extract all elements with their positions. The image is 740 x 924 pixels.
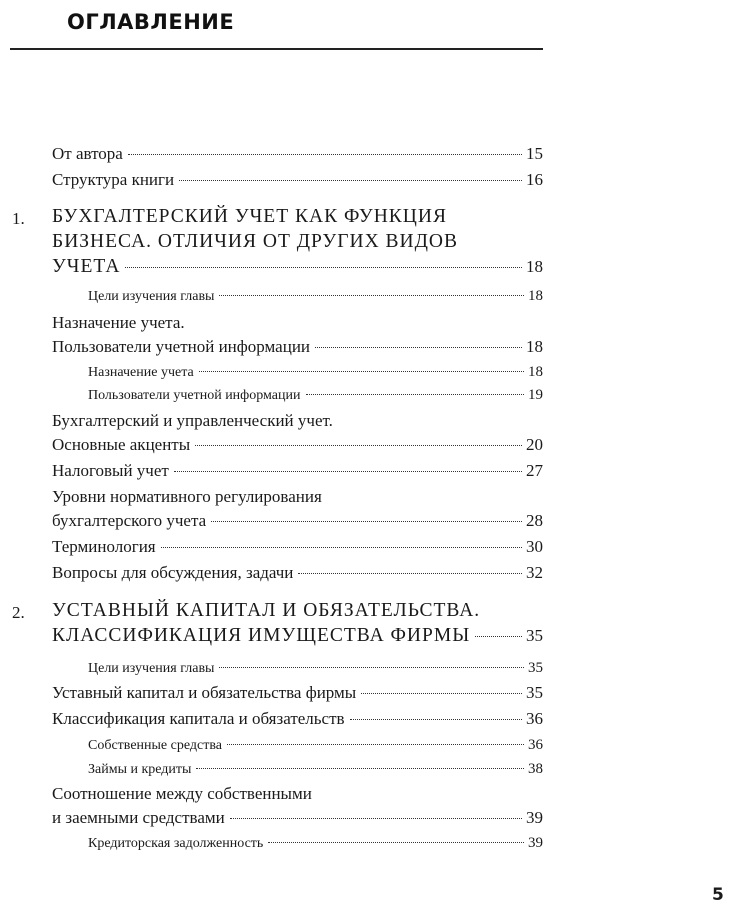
toc-page-number: 32	[526, 563, 543, 582]
toc-entry-title-first-line: Бухгалтерский и управленческий учет.	[52, 411, 333, 430]
toc-entry[interactable]	[52, 806, 543, 830]
toc-entry-title: Основные акценты	[52, 435, 191, 454]
dot-leader	[219, 295, 524, 296]
toc-entry-title: и заемными средствами	[52, 808, 225, 827]
toc-entry-title: Цели изучения главы	[88, 661, 215, 676]
toc-entry-title: Структура книги	[52, 170, 175, 189]
toc-entry-title: Пользователи учетной информации	[88, 388, 301, 403]
toc-entry-title: Назначение учета	[88, 365, 194, 380]
dot-leader	[196, 768, 524, 769]
dot-leader	[195, 445, 522, 446]
chapter-title-last-line: УЧЕТА	[52, 256, 121, 277]
toc-page-number: 18	[526, 337, 543, 356]
toc-page-number: 35	[526, 683, 543, 702]
toc-page-number: 18	[528, 364, 543, 380]
toc-entry-title: Вопросы для обсуждения, задачи	[52, 563, 294, 582]
toc-page-number: 27	[526, 461, 543, 480]
toc-entry[interactable]	[52, 459, 543, 483]
toc-page-number: 18	[526, 257, 543, 276]
toc-page-number: 36	[526, 709, 543, 728]
toc-page-number: 20	[526, 435, 543, 454]
chapter-title-line: УСТАВНЫЙ КАПИТАЛ И ОБЯЗАТЕЛЬСТВА.	[52, 600, 481, 621]
dot-leader	[315, 347, 522, 348]
toc-entry-title: Займы и кредиты	[88, 762, 192, 777]
toc-page-number: 35	[526, 626, 543, 645]
toc-page-number: 39	[526, 808, 543, 827]
dot-leader	[306, 394, 525, 395]
toc-entry-title: Цели изучения главы	[88, 289, 215, 304]
toc-entry[interactable]	[52, 681, 543, 705]
dot-leader	[361, 693, 522, 694]
toc-page-number: 28	[526, 511, 543, 530]
toc-entry-title: Налоговый учет	[52, 461, 169, 480]
dot-leader	[211, 521, 522, 522]
dot-leader	[125, 267, 522, 268]
toc-entry-title: бухгалтерского учета	[52, 511, 207, 530]
chapter-title-line: БУХГАЛТЕРСКИЙ УЧЕТ КАК ФУНКЦИЯ	[52, 206, 447, 227]
toc-entry[interactable]	[52, 433, 543, 457]
toc-entry-title: Классификация капитала и обязательств	[52, 709, 345, 728]
toc-entry-title: Собственные средства	[88, 738, 222, 753]
dot-leader	[179, 180, 522, 181]
toc-entry-title-first-line: Соотношение между собственными	[52, 784, 312, 803]
toc-page-number: 16	[526, 170, 543, 189]
toc-subentry[interactable]	[88, 831, 543, 856]
toc-entry[interactable]	[52, 335, 543, 359]
toc-subentry[interactable]	[88, 284, 543, 309]
toc-entry[interactable]	[52, 509, 543, 533]
toc-entry[interactable]	[52, 707, 543, 731]
toc-subentry[interactable]	[88, 757, 543, 782]
dot-leader	[475, 636, 522, 637]
chapter-title-last-line: КЛАССИФИКАЦИЯ ИМУЩЕСТВА ФИРМЫ	[52, 625, 471, 646]
toc-subentry[interactable]	[88, 383, 543, 408]
toc-entry-title-first-line: Уровни нормативного регулирования	[52, 487, 322, 506]
toc-entry-title: Кредиторская задолженность	[88, 836, 264, 851]
dot-leader	[128, 154, 522, 155]
toc-entry-title: Уставный капитал и обязательства фирмы	[52, 683, 357, 702]
toc-entry-title: Терминология	[52, 537, 156, 556]
toc-entry-title-first-line: Назначение учета.	[52, 313, 185, 332]
page-title: ОГЛАВЛЕНИЕ	[67, 10, 235, 34]
chapter-number: 2.	[12, 603, 25, 622]
toc-page-number: 15	[526, 144, 543, 163]
dot-leader	[174, 471, 522, 472]
toc-page-number: 30	[526, 537, 543, 556]
toc-page-number: 38	[528, 761, 543, 777]
chapter-number: 1.	[12, 209, 25, 228]
toc-subentry[interactable]	[88, 360, 543, 385]
toc-entry[interactable]	[52, 535, 543, 559]
toc-page-number: 35	[528, 660, 543, 676]
dot-leader	[227, 744, 524, 745]
toc-chapter-2[interactable]	[52, 624, 543, 648]
toc-page-number: 18	[528, 288, 543, 304]
dot-leader	[268, 842, 524, 843]
toc-subentry[interactable]	[88, 656, 543, 681]
toc-entry-author[interactable]	[52, 142, 543, 166]
toc-subentry[interactable]	[88, 733, 543, 758]
toc-page-number: 39	[528, 835, 543, 851]
dot-leader	[350, 719, 522, 720]
toc-chapter-1[interactable]	[52, 255, 543, 279]
chapter-title-line: БИЗНЕСА. ОТЛИЧИЯ ОТ ДРУГИХ ВИДОВ	[52, 231, 459, 252]
toc-entry-title: Пользователи учетной информации	[52, 337, 311, 356]
toc-page-number: 36	[528, 737, 543, 753]
dot-leader	[199, 371, 524, 372]
toc-page-number: 19	[528, 387, 543, 403]
page-number: 5	[712, 885, 724, 905]
toc-entry-title: От автора	[52, 144, 123, 163]
dot-leader	[219, 667, 524, 668]
dot-leader	[298, 573, 522, 574]
toc-entry-book-structure[interactable]	[52, 168, 543, 192]
dot-leader	[230, 818, 522, 819]
toc-entry[interactable]	[52, 561, 543, 585]
dot-leader	[161, 547, 522, 548]
